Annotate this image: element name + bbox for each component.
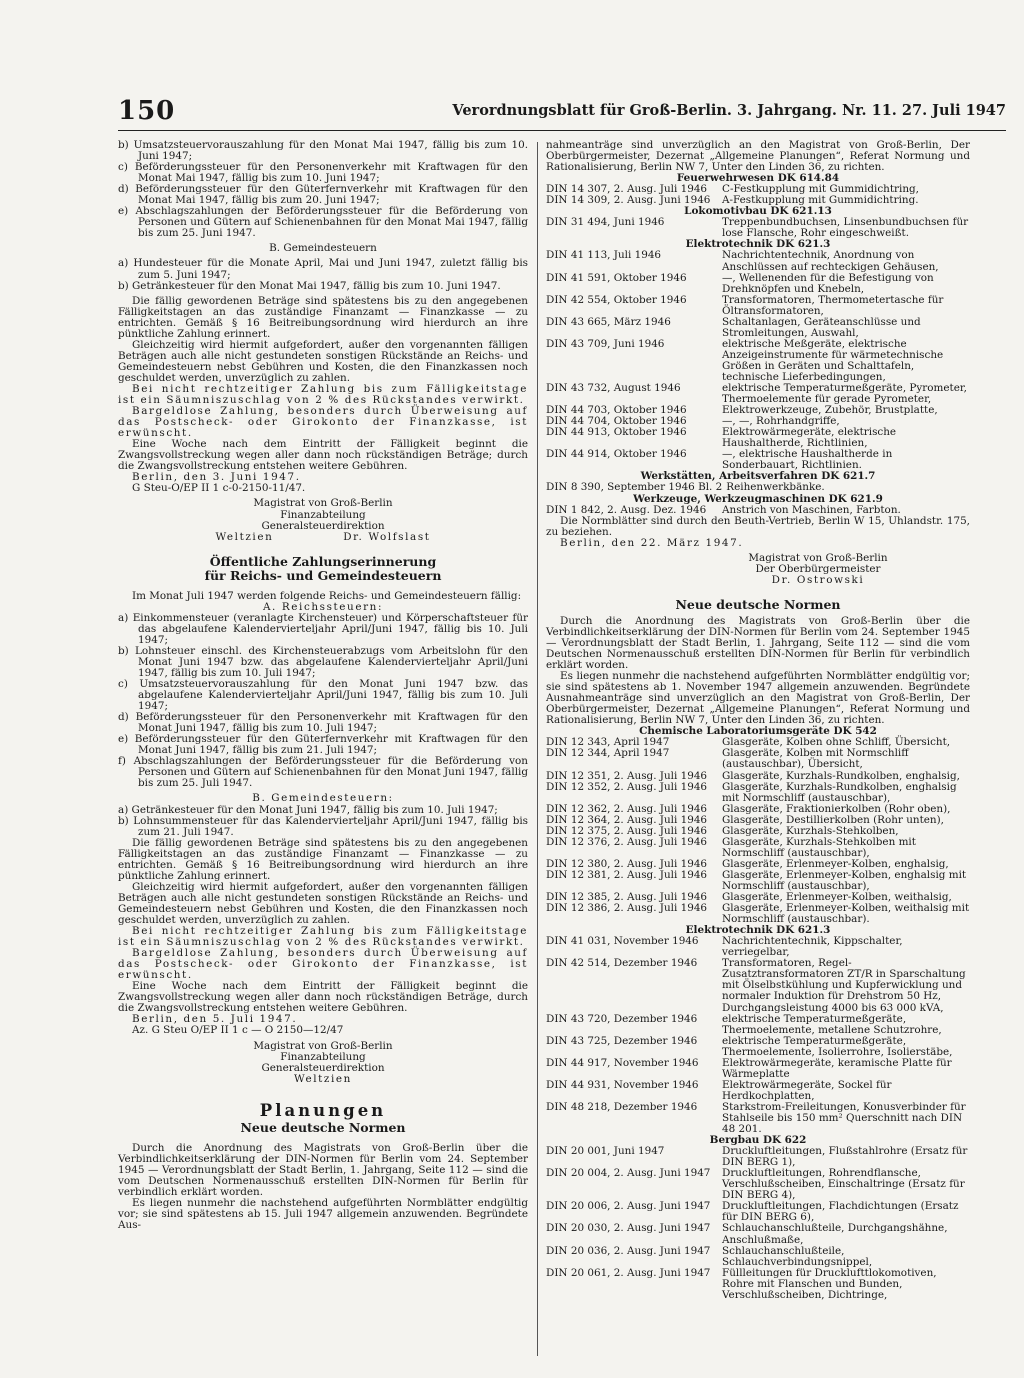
subheading-gemeindesteuern-2: B. Gemeindesteuern: [252, 792, 394, 805]
norm-description: Schaltanlagen, Geräteanschlüsse und Stromleitungen, Auswahl, [722, 315, 921, 339]
norm-description: Glasgeräte, Destillierkolben (Rohr unten), [722, 813, 944, 826]
din-number: DIN 12 343, April 1947 [546, 736, 670, 749]
norm-description: Glasgeräte, Kolben ohne Schliff, Übersicht, [722, 736, 951, 749]
table-row [546, 1146, 970, 1168]
din-number: DIN 12 376, 2. Ausg. Juli 1946 [546, 835, 708, 848]
din-number: DIN 43 665, März 1946 [546, 315, 671, 328]
paragraph: Eine Woche nach dem Eintritt der Fälligkeit beginnt die Zwangsvollstreckung wegen aller dann noch rückständigen Beträge, durch die Zwangsvollstreckung entstehen weitere Gebühren. [118, 980, 528, 1015]
norm-description: Nachrichtentechnik, Kippschalter, verriegelbar, [722, 935, 903, 959]
table-row [546, 870, 970, 892]
norm-description: Treppenbundbuchsen, Linsenbundbuchsen für lose Flansche, Rohr eingeschweißt. [722, 216, 969, 240]
table-row [546, 936, 970, 958]
list-item: e) Abschlagszahlungen der Beförderungssteuer für die Beförderung von Personen und Gütern auf Schienenbahnen für den Monat Mai 1947, fällig bis zum 25. Juni 1947. [118, 205, 528, 240]
signature-line: Finanzabteilung [280, 1050, 366, 1063]
table-row [546, 1168, 970, 1201]
distribution-note: Die Normblätter sind durch den Beuth-Vertrieb, Berlin W 15, Uhlandstr. 175, zu beziehen. [546, 514, 970, 538]
signature-line: Weltzien [294, 1072, 352, 1085]
din-number: DIN 12 344, April 1947 [546, 747, 670, 760]
norm-table [546, 250, 970, 471]
norm-description: Glasgeräte, Kurzhals-Rundkolben, enghalsig, [722, 769, 960, 782]
norm-description: Glasgeräte, Kurzhals-Stehkolben mit Normschliff (austauschbar), [722, 835, 916, 859]
norm-description: A-Festkupplung mit Gummidichtring. [722, 194, 919, 207]
norm-group-heading: Elektrotechnik DK 621.3 [685, 238, 831, 251]
din-number: DIN 12 362, 2. Ausg. Juli 1946 [546, 802, 708, 815]
norm-description: Schlauchanschlußteile, Schlauchverbindungsnippel, [722, 1244, 873, 1268]
list-item: d) Beförderungssteuer für den Güterfernverkehr mit Kraftwagen für den Monat Mai 1947, fällig bis zum 20. Juni 1947; [118, 183, 528, 207]
table-row [546, 339, 970, 383]
table-row [546, 273, 970, 295]
norm-description: C-Festkupplung mit Gummidichtring, [722, 183, 919, 196]
norm-description: Elektrowärmegeräte, elektrische Haushaltherde, Richtlinien, [722, 426, 897, 450]
norm-group-heading: Werkzeuge, Werkzeugmaschinen DK 621.9 [633, 492, 883, 505]
signature-line: Generalsteuerdirektion [261, 519, 385, 532]
date-line: Berlin, den 22. März 1947. [560, 536, 744, 549]
list-item: e) Beförderungssteuer für den Güterfernverkehr mit Kraftwagen für den Monat Juni 1947, fällig bis zum 21. Juli 1947; [118, 733, 528, 757]
din-number: DIN 48 218, Dezember 1946 [546, 1100, 698, 1113]
norm-description: Nachrichtentechnik, Anordnung von Anschlüssen auf rechteckigen Gehäusen, [722, 249, 939, 273]
table-row [546, 1036, 970, 1058]
din-number: DIN 41 031, November 1946 [546, 935, 699, 948]
table-row [546, 482, 970, 493]
din-number: DIN 44 914, Oktober 1946 [546, 448, 687, 461]
signatory-right: Dr. Wolfslast [343, 530, 431, 543]
din-number: DIN 20 061, 2. Ausg. Juni 1947 [546, 1266, 711, 1279]
list-item: b) Umsatzsteuervorauszahlung für den Monat Mai 1947, fällig bis zum 10. Juni 1947; [118, 139, 528, 163]
paragraph: Die fällig gewordenen Beträge sind spätestens bis zu den angegebenen Fälligkeitstagen an das zuständige Finanzamt — Finanzkasse — zu entrichten. Gemäß § 16 Beitreibungsordnung wird hierdurch an ihre pünktliche Zahlung erinnert. [118, 836, 528, 882]
section-title-normen: Neue deutsche Normen [675, 596, 841, 612]
norm-description: Glasgeräte, Erlenmeyer-Kolben, weithalsig, [722, 891, 952, 904]
din-number: DIN 14 309, 2. Ausg. Juni 1946 [546, 194, 711, 207]
page-header [118, 96, 1006, 131]
norm-group-heading: Elektrotechnik DK 621.3 [685, 924, 831, 937]
paragraph: nahmeanträge sind unverzüglich an den Magistrat von Groß-Berlin, Der Oberbürgermeister, Dezernat „Allgemeine Planungen“, Referat Normung und Rationalisierung, Berlin NW 7, Unter den Linden 36, zu richten. [546, 139, 970, 174]
date-line: Berlin, den 5. Juli 1947. [132, 1013, 298, 1026]
list-item: b) Getränkesteuer für den Monat Mai 1947, fällig bis zum 10. Juni 1947. [118, 279, 501, 292]
paragraph: Eine Woche nach dem Eintritt der Fälligkeit beginnt die Zwangsvollstreckung wegen aller dann noch rückständigen Beträge; durch die Zwangsvollstreckung entstehen weitere Gebühren. [118, 438, 528, 473]
din-number: DIN 42 554, Oktober 1946 [546, 293, 687, 306]
norm-table [546, 936, 970, 1135]
table-row [546, 250, 970, 272]
din-number: DIN 20 030, 2. Ausg. Juni 1947 [546, 1222, 711, 1235]
table-row [546, 427, 970, 449]
din-number: DIN 44 704, Oktober 1946 [546, 415, 687, 428]
table-row [546, 383, 970, 405]
din-number: DIN 44 917, November 1946 [546, 1056, 699, 1069]
norm-table [546, 737, 970, 925]
list-item: a) Einkommensteuer (veranlagte Kirchensteuer) und Körperschaftsteuer für das abgelaufene Kalendervierteljahr April/Juni 1947, fällig bis 10. Juli 1947; [118, 611, 528, 646]
norm-description: Druckluftleitungen, Rohrendflansche, Verschlußscheiben, Einschaltringe (Ersatz für DIN BERG 4), [722, 1167, 965, 1202]
left-column [118, 140, 528, 1231]
list-item: d) Beförderungssteuer für den Personenverkehr mit Kraftwagen für den Monat Juni 1947, fällig bis zum 10. Juli 1947; [118, 711, 528, 735]
paragraph: Gleichzeitig wird hiermit aufgefordert, außer den vorgenannten fälligen Beträgen auch alle nicht gestundeten sonstigen Rückstände an Reichs- und Gemeindesteuern nebst Gebühren und Kosten, die den Finanzkassen noch geschuldet werden, unverzüglich zu zahlen. [118, 880, 528, 926]
din-number: DIN 12 375, 2. Ausg. Juli 1946 [546, 824, 708, 837]
table-row [546, 1223, 970, 1245]
din-number: DIN 43 709, Juni 1946 [546, 337, 665, 350]
reference-number: Az. G Steu O/EP II 1 c — O 2150—12/47 [132, 1024, 344, 1037]
norm-description: Transformatoren, Thermometertasche für Öltransformatoren, [722, 293, 944, 317]
signature-line: Finanzabteilung [280, 508, 366, 521]
din-number: DIN 12 385, 2. Ausg. Juli 1946 [546, 891, 708, 904]
norm-table [546, 1146, 970, 1301]
norm-description: Glasgeräte, Kolben mit Normschliff (austauschbar), Übersicht, [722, 747, 909, 771]
date-line: Berlin, den 3. Juni 1947. [132, 471, 301, 484]
norm-group-heading: Bergbau DK 622 [709, 1134, 807, 1147]
signature-line: Dr. Ostrowski [771, 573, 865, 586]
norm-table [546, 482, 970, 493]
signature-line: Magistrat von Groß-Berlin [748, 551, 888, 564]
table-row [546, 1080, 970, 1102]
signature-line: Generalsteuerdirektion [261, 1061, 385, 1074]
list-item: a) Hundesteuer für die Monate April, Mai und Juni 1947, zuletzt fällig bis zum 5. Juni 1947; [118, 257, 528, 281]
section-subtitle: Neue deutsche Normen [240, 1119, 406, 1135]
notice-title: Öffentliche Zahlungserinnerung [209, 553, 437, 569]
norm-description: elektrische Meßgeräte, elektrische Anzeigeinstrumente für wärmetechnische Größen in Geräten und Schalttafeln, technische Lieferbedingungen, [722, 337, 944, 383]
signatories [118, 532, 528, 543]
list-item: c) Beförderungssteuer für den Personenverkehr mit Kraftwagen für den Monat Mai 1947, fällig bis zum 10. Juni 1947; [118, 161, 528, 185]
table-row [546, 1058, 970, 1080]
norm-description: Glasgeräte, Kurzhals-Rundkolben, enghalsig mit Normschliff (austauschbar), [722, 780, 957, 804]
paragraph: Es liegen nunmehr die nachstehend aufgeführten Normblätter endgültig vor; sie sind spätestens ab 1. November 1947 allgemein anzuwenden. Begründete Ausnahmeanträge sind unverzüglich an den Magistrat von Groß-Berlin, Der Oberbürgermeister, Dezernat „Allgemeine Planungen“, Referat Normung und Rationalisierung, Berlin NW 7, Unter den Linden 36, zu richten. [546, 670, 970, 727]
paragraph: Im Monat Juli 1947 werden folgende Reichs- und Gemeindesteuern fällig: [132, 589, 522, 602]
din-number: DIN 43 725, Dezember 1946 [546, 1034, 698, 1047]
din-number: DIN 20 004, 2. Ausg. Juni 1947 [546, 1167, 711, 1180]
table-row [546, 295, 970, 317]
table-row [546, 1246, 970, 1268]
norm-description: Glasgeräte, Erlenmeyer-Kolben, enghalsig mit Normschliff (austauschbar), [722, 868, 967, 892]
norm-table [546, 184, 970, 206]
list-item: f) Abschlagszahlungen der Beförderungssteuer für die Beförderung von Personen und Gütern auf Schienenbahnen für den Monat Juni 1947, fällig bis zum 25. Juli 1947. [118, 755, 528, 790]
din-number: DIN 44 931, November 1946 [546, 1078, 699, 1091]
norm-description: Glasgeräte, Erlenmeyer-Kolben, enghalsig, [722, 857, 949, 870]
norm-description: Glasgeräte, Kurzhals-Stehkolben, [722, 824, 899, 837]
din-number: DIN 44 703, Oktober 1946 [546, 404, 687, 417]
table-row [546, 1014, 970, 1036]
table-row [546, 771, 970, 782]
norm-table [546, 505, 970, 516]
din-number: DIN 31 494, Juni 1946 [546, 216, 665, 229]
norm-table [546, 217, 970, 239]
table-row [546, 958, 970, 1013]
norm-group-heading: Feuerwehrwesen DK 614.84 [676, 172, 840, 185]
din-number: DIN 42 514, Dezember 1946 [546, 957, 698, 970]
din-number: DIN 43 720, Dezember 1946 [546, 1012, 698, 1025]
din-number: DIN 20 006, 2. Ausg. Juni 1947 [546, 1200, 711, 1213]
gazette-title: Verordnungsblatt für Groß-Berlin. 3. Jahrgang. Nr. 11. 27. Juli 1947 [452, 102, 1006, 119]
paragraph: Bei nicht rechtzeitiger Zahlung bis zum Fälligkeitstage ist ein Säumniszuschlag von 2 % des Rückstandes verwirkt. [118, 925, 528, 949]
page-number: 150 [118, 96, 176, 126]
signature-line: Der Oberbürgermeister [755, 562, 881, 575]
norm-description: Elektrowärmegeräte, keramische Platte für Wärmeplatte [722, 1056, 952, 1080]
notice-subtitle: für Reichs- und Gemeindesteuern [204, 567, 442, 583]
norm-group-heading: Lokomotivbau DK 621.13 [684, 205, 832, 218]
list-item: b) Lohnsummensteuer für das Kalendervierteljahr April/Juni 1947, fällig bis zum 21. Juli 1947. [118, 814, 528, 838]
din-number: DIN 44 913, Oktober 1946 [546, 426, 687, 439]
reich-tax-list-may [118, 140, 528, 239]
din-number: DIN 12 386, 2. Ausg. Juli 1946 [546, 902, 708, 915]
column-divider [537, 142, 538, 1356]
norm-description: Glasgeräte, Fraktionierkolben (Rohr oben), [722, 802, 951, 815]
section-title-planungen: Planungen [259, 1100, 387, 1120]
signatory-left: Weltzien [215, 530, 274, 543]
din-number: DIN 14 307, 2. Ausg. Juli 1946 [546, 183, 708, 196]
paragraph: Die fällig gewordenen Beträge sind spätestens bis zu den angegebenen Fälligkeitstagen an das zuständige Finanzamt — Finanzkasse — zu entrichten. Gemäß § 16 Beitreibungsordnung wird hierdurch an ihre pünktliche Zahlung erinnert. [118, 294, 528, 340]
norm-description: Schlauchanschlußteile, Durchgangshähne, Anschlußmaße, [722, 1222, 948, 1246]
din-number: DIN 12 351, 2. Ausg. Juli 1946 [546, 769, 708, 782]
list-item: c) Umsatzsteuervorauszahlung für den Monat Juni 1947 bzw. das abgelaufene Kalendervierteljahr April/Juni 1947, fällig bis zum 10. Juli 1947; [118, 678, 528, 713]
paragraph: Durch die Anordnung des Magistrats von Groß-Berlin über die Verbindlichkeitserklärung der DIN-Normen für Berlin vom 24. September 1945 — Verordnungsblatt der Stadt Berlin, 1. Jahrgang, Seite 112 — sind die vom Deutschen Normenausschuß erstellten DIN-Normen für Berlin für verbindlich erklärt worden. [118, 1141, 528, 1198]
paragraph: Gleichzeitig wird hiermit aufgefordert, außer den vorgenannten fälligen Beträgen auch alle nicht gestundeten sonstigen Rückstände an Reichs- und Gemeindesteuern nebst Gebühren und Kosten, die den Finanzkassen noch geschuldet werden, unverzüglich zu zahlen. [118, 338, 528, 384]
paragraph: Bargeldlose Zahlung, besonders durch Überweisung auf das Postscheck- oder Girokonto der Finanzkasse, ist erwünscht. [118, 405, 528, 440]
list-item: b) Lohnsteuer einschl. des Kirchensteuerabzugs vom Arbeitslohn für den Monat Juni 1947 bzw. das abgelaufene Kalendervierteljahr April/Juni 1947, fällig bis zum 10. Juli 1947; [118, 644, 528, 679]
table-row [546, 782, 970, 804]
table-row [546, 217, 970, 239]
norm-description: Transformatoren, Regel-Zusatztransformatoren ZT/R in Sparschaltung mit Ölselbstkühlung und Kupferwicklung und normaler Induktion für Drehstrom 50 Hz, Durchgangsleistung 4000 bis 63 000 kVA, [722, 957, 966, 1014]
norm-description: Starkstrom-Freileitungen, Konusverbinder für Stahlseile bis 150 mm² Querschnitt nach DIN 48 201. [722, 1100, 966, 1136]
norm-description: —, Wellenenden für die Befestigung von Drehknöpfen und Knebeln, [722, 271, 934, 295]
table-row [546, 317, 970, 339]
table-row [546, 1268, 970, 1301]
norm-description: elektrische Temperaturmeßgeräte, Thermoelemente, Isolierrohre, Isolierstäbe, [722, 1034, 953, 1058]
table-row [546, 903, 970, 925]
signature-line: Magistrat von Groß-Berlin [253, 497, 393, 510]
din-number: DIN 12 352, 2. Ausg. Juli 1946 [546, 780, 708, 793]
din-number: DIN 12 380, 2. Ausg. Juli 1946 [546, 857, 708, 870]
table-row [546, 1102, 970, 1135]
table-row [546, 505, 970, 516]
norm-description: Reihenwerkbänke. [726, 481, 825, 494]
subheading-reichssteuern: A. Reichssteuern: [262, 600, 384, 613]
din-number: DIN 41 591, Oktober 1946 [546, 271, 687, 284]
norm-group-heading: Chemische Laboratoriumsgeräte DK 542 [639, 725, 877, 738]
norm-description: Druckluftleitungen, Flachdichtungen (Ersatz für DIN BERG 6), [722, 1200, 959, 1224]
norm-description: Druckluftleitungen, Flußstahlrohre (Ersatz für DIN BERG 1), [722, 1145, 968, 1169]
reference-number: G Steu-O/EP II 1 c-0-2150-11/47. [132, 482, 306, 495]
norm-description: Füllleitungen für Drucklufttlokomotiven, Rohre mit Flanschen und Bunden, Verschlußscheiben, Dichtringe, [722, 1266, 937, 1301]
din-number: DIN 20 036, 2. Ausg. Juni 1947 [546, 1244, 711, 1257]
norm-description: —, elektrische Haushaltherde in Sonderbauart, Richtlinien. [722, 448, 893, 472]
table-row [546, 449, 970, 471]
list-item: a) Getränkesteuer für den Monat Juni 1947, fällig bis zum 10. Juli 1947; [118, 803, 498, 816]
paragraph: Durch die Anordnung des Magistrats von Groß-Berlin über die Verbindlichkeitserklärung der DIN-Normen für Berlin vom 24. September 1945 — Verordnungsblatt der Stadt Berlin, 1. Jahrgang, Seite 112 — sind die vom Deutschen Normenausschuß erstellten DIN-Normen für Berlin für verbindlich erklärt worden. [546, 614, 970, 672]
norm-description: Elektrowerkzeuge, Zubehör, Brustplatte, [722, 404, 938, 417]
norm-description: Anstrich von Maschinen, Farbton. [722, 503, 901, 516]
norm-groups-2 [546, 726, 970, 1300]
paragraph: Bargeldlose Zahlung, besonders durch Überweisung auf das Postscheck- oder Girokonto der Finanzkasse, ist erwünscht. [118, 947, 528, 982]
norm-description: elektrische Temperaturmeßgeräte, Pyrometer, Thermoelemente für gerade Pyrometer, [722, 382, 967, 406]
din-number: DIN 12 381, 2. Ausg. Juli 1946 [546, 868, 708, 881]
norm-description: —, —, Rohrhandgriffe, [722, 415, 840, 428]
norm-group-heading: Werkstätten, Arbeitsverfahren DK 621.7 [640, 470, 876, 483]
norm-description: Elektrowärmegeräte, Sockel für Herdkochplatten, [722, 1078, 892, 1102]
signature-line: Magistrat von Groß-Berlin [253, 1039, 393, 1052]
din-number: DIN 43 732, August 1946 [546, 382, 681, 395]
norm-description: elektrische Temperaturmeßgeräte, Thermoelemente, metallene Schutzrohre, [722, 1012, 942, 1036]
norm-description: Glasgeräte, Erlenmeyer-Kolben, weithalsig mit Normschliff (austauschbar). [722, 902, 970, 926]
din-number: DIN 41 113, Juli 1946 [546, 249, 662, 262]
paragraph: Bei nicht rechtzeitiger Zahlung bis zum Fälligkeitstage ist ein Säumniszuschlag von 2 % des Rückstandes verwirkt. [118, 382, 528, 407]
din-number: DIN 20 001, Juni 1947 [546, 1145, 665, 1158]
table-row [546, 1201, 970, 1223]
din-number: DIN 8 390, September 1946 Bl. 2 [546, 481, 723, 494]
norm-groups-1 [546, 173, 970, 515]
paragraph: Es liegen nunmehr die nachstehend aufgeführten Normblätter endgültig vor; sie sind spätestens ab 15. Juli 1947 allgemein anzuwenden. Begründete Aus- [118, 1196, 528, 1232]
right-column [546, 140, 970, 1301]
table-row [546, 837, 970, 859]
din-number: DIN 1 842, 2. Ausg. Dez. 1946 [546, 503, 707, 516]
table-row [546, 748, 970, 770]
din-number: DIN 12 364, 2. Ausg. Juli 1946 [546, 813, 708, 826]
subheading-gemeindesteuern: B. Gemeindesteuern [269, 242, 377, 255]
